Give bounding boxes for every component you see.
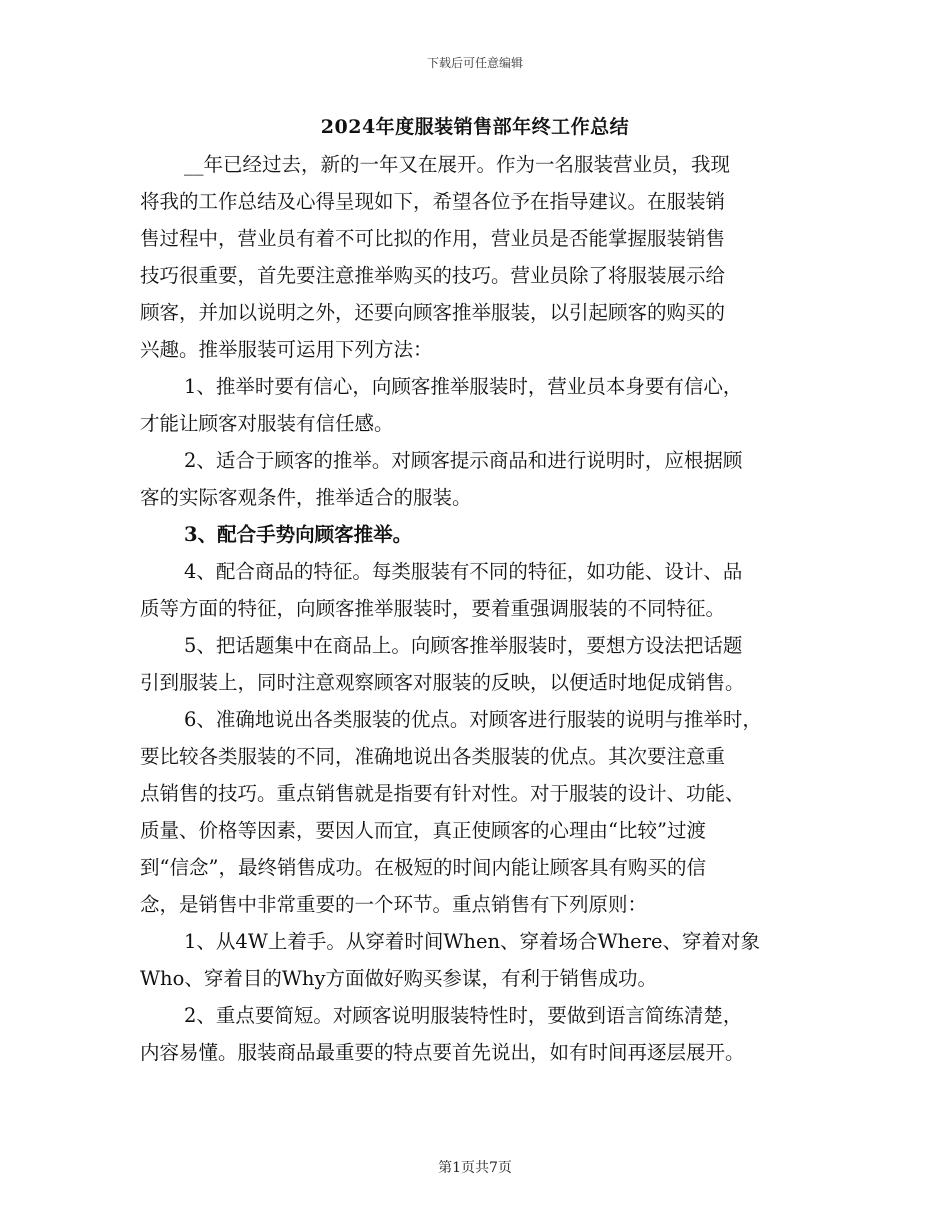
body-text-line: 5、把话题集中在商品上。向顾客推举服装时，要想方设法把话题 (184, 634, 743, 657)
body-text-line: 兴趣。推举服装可运用下列方法： (140, 338, 433, 361)
body-text-line: 1、从4W上着手。从穿着时间When、穿着场合Where、穿着对象 (184, 930, 761, 953)
body-text-line: 2、适合于顾客的推举。对顾客提示商品和进行说明时，应根据顾 (184, 449, 743, 472)
body-text-line: 2、重点要简短。对顾客说明服装特性时，要做到语言简练清楚， (184, 1004, 743, 1027)
body-text-line: 技巧很重要，首先要注意推举购买的技巧。营业员除了将服装展示给 (140, 264, 726, 287)
document-body (140, 146, 812, 1071)
body-text-line: Who、穿着目的Why方面做好购买参谋，有利于销售成功。 (140, 967, 657, 990)
body-text-line: 才能让顾客对服装有信任感。 (140, 412, 394, 435)
document-title: 2024年度服装销售部年终工作总结 (320, 116, 630, 138)
body-text-line: 点销售的技巧。重点销售就是指要有针对性。对于服装的设计、功能、 (140, 782, 745, 805)
body-text-line: 引到服装上，同时注意观察顾客对服装的反映，以便适时地促成销售。 (140, 671, 745, 694)
page-footer: 第1页共7页 (438, 1160, 512, 1176)
body-text-line: 1、推举时要有信心，向顾客推举服装时，营业员本身要有信心， (184, 375, 743, 398)
body-text-line: 质量、价格等因素，要因人而宜，真正使顾客的心理由“比较”过渡 (140, 819, 706, 842)
page-header: 下载后可任意编辑 (426, 56, 523, 70)
body-text-line: 要比较各类服装的不同，准确地说出各类服装的优点。其次要注意重 (140, 745, 726, 768)
body-text-line: 质等方面的特征，向顾客推举服装时，要着重强调服装的不同特征。 (140, 597, 726, 620)
body-text-line: 内容易懂。服装商品最重要的特点要首先说出，如有时间再逐层展开。 (140, 1041, 745, 1064)
body-text-line: 将我的工作总结及心得呈现如下，希望各位予在指导建议。在服装销 (140, 190, 726, 213)
body-text-line: __年已经过去，新的一年又在展开。作为一名服装营业员，我现 (184, 153, 731, 176)
body-text-line: 念，是销售中非常重要的一个环节。重点销售有下列原则： (140, 893, 648, 916)
body-text-line: 客的实际客观条件，推举适合的服装。 (140, 486, 472, 509)
body-text-line: 4、配合商品的特征。每类服装有不同的特征，如功能、设计、品 (184, 560, 743, 583)
body-text-line: 6、准确地说出各类服装的优点。对顾客进行服装的说明与推举时， (184, 708, 762, 731)
body-text-line: 顾客，并加以说明之外，还要向顾客推举服装，以引起顾客的购买的 (140, 301, 726, 324)
body-text-line: 3、配合手势向顾客推举。 (184, 523, 413, 546)
body-text-line: 售过程中，营业员有着不可比拟的作用，营业员是否能掌握服装销售 (140, 227, 726, 250)
body-text-line: 到“信念”，最终销售成功。在极短的时间内能让顾客具有购买的信 (140, 856, 706, 879)
